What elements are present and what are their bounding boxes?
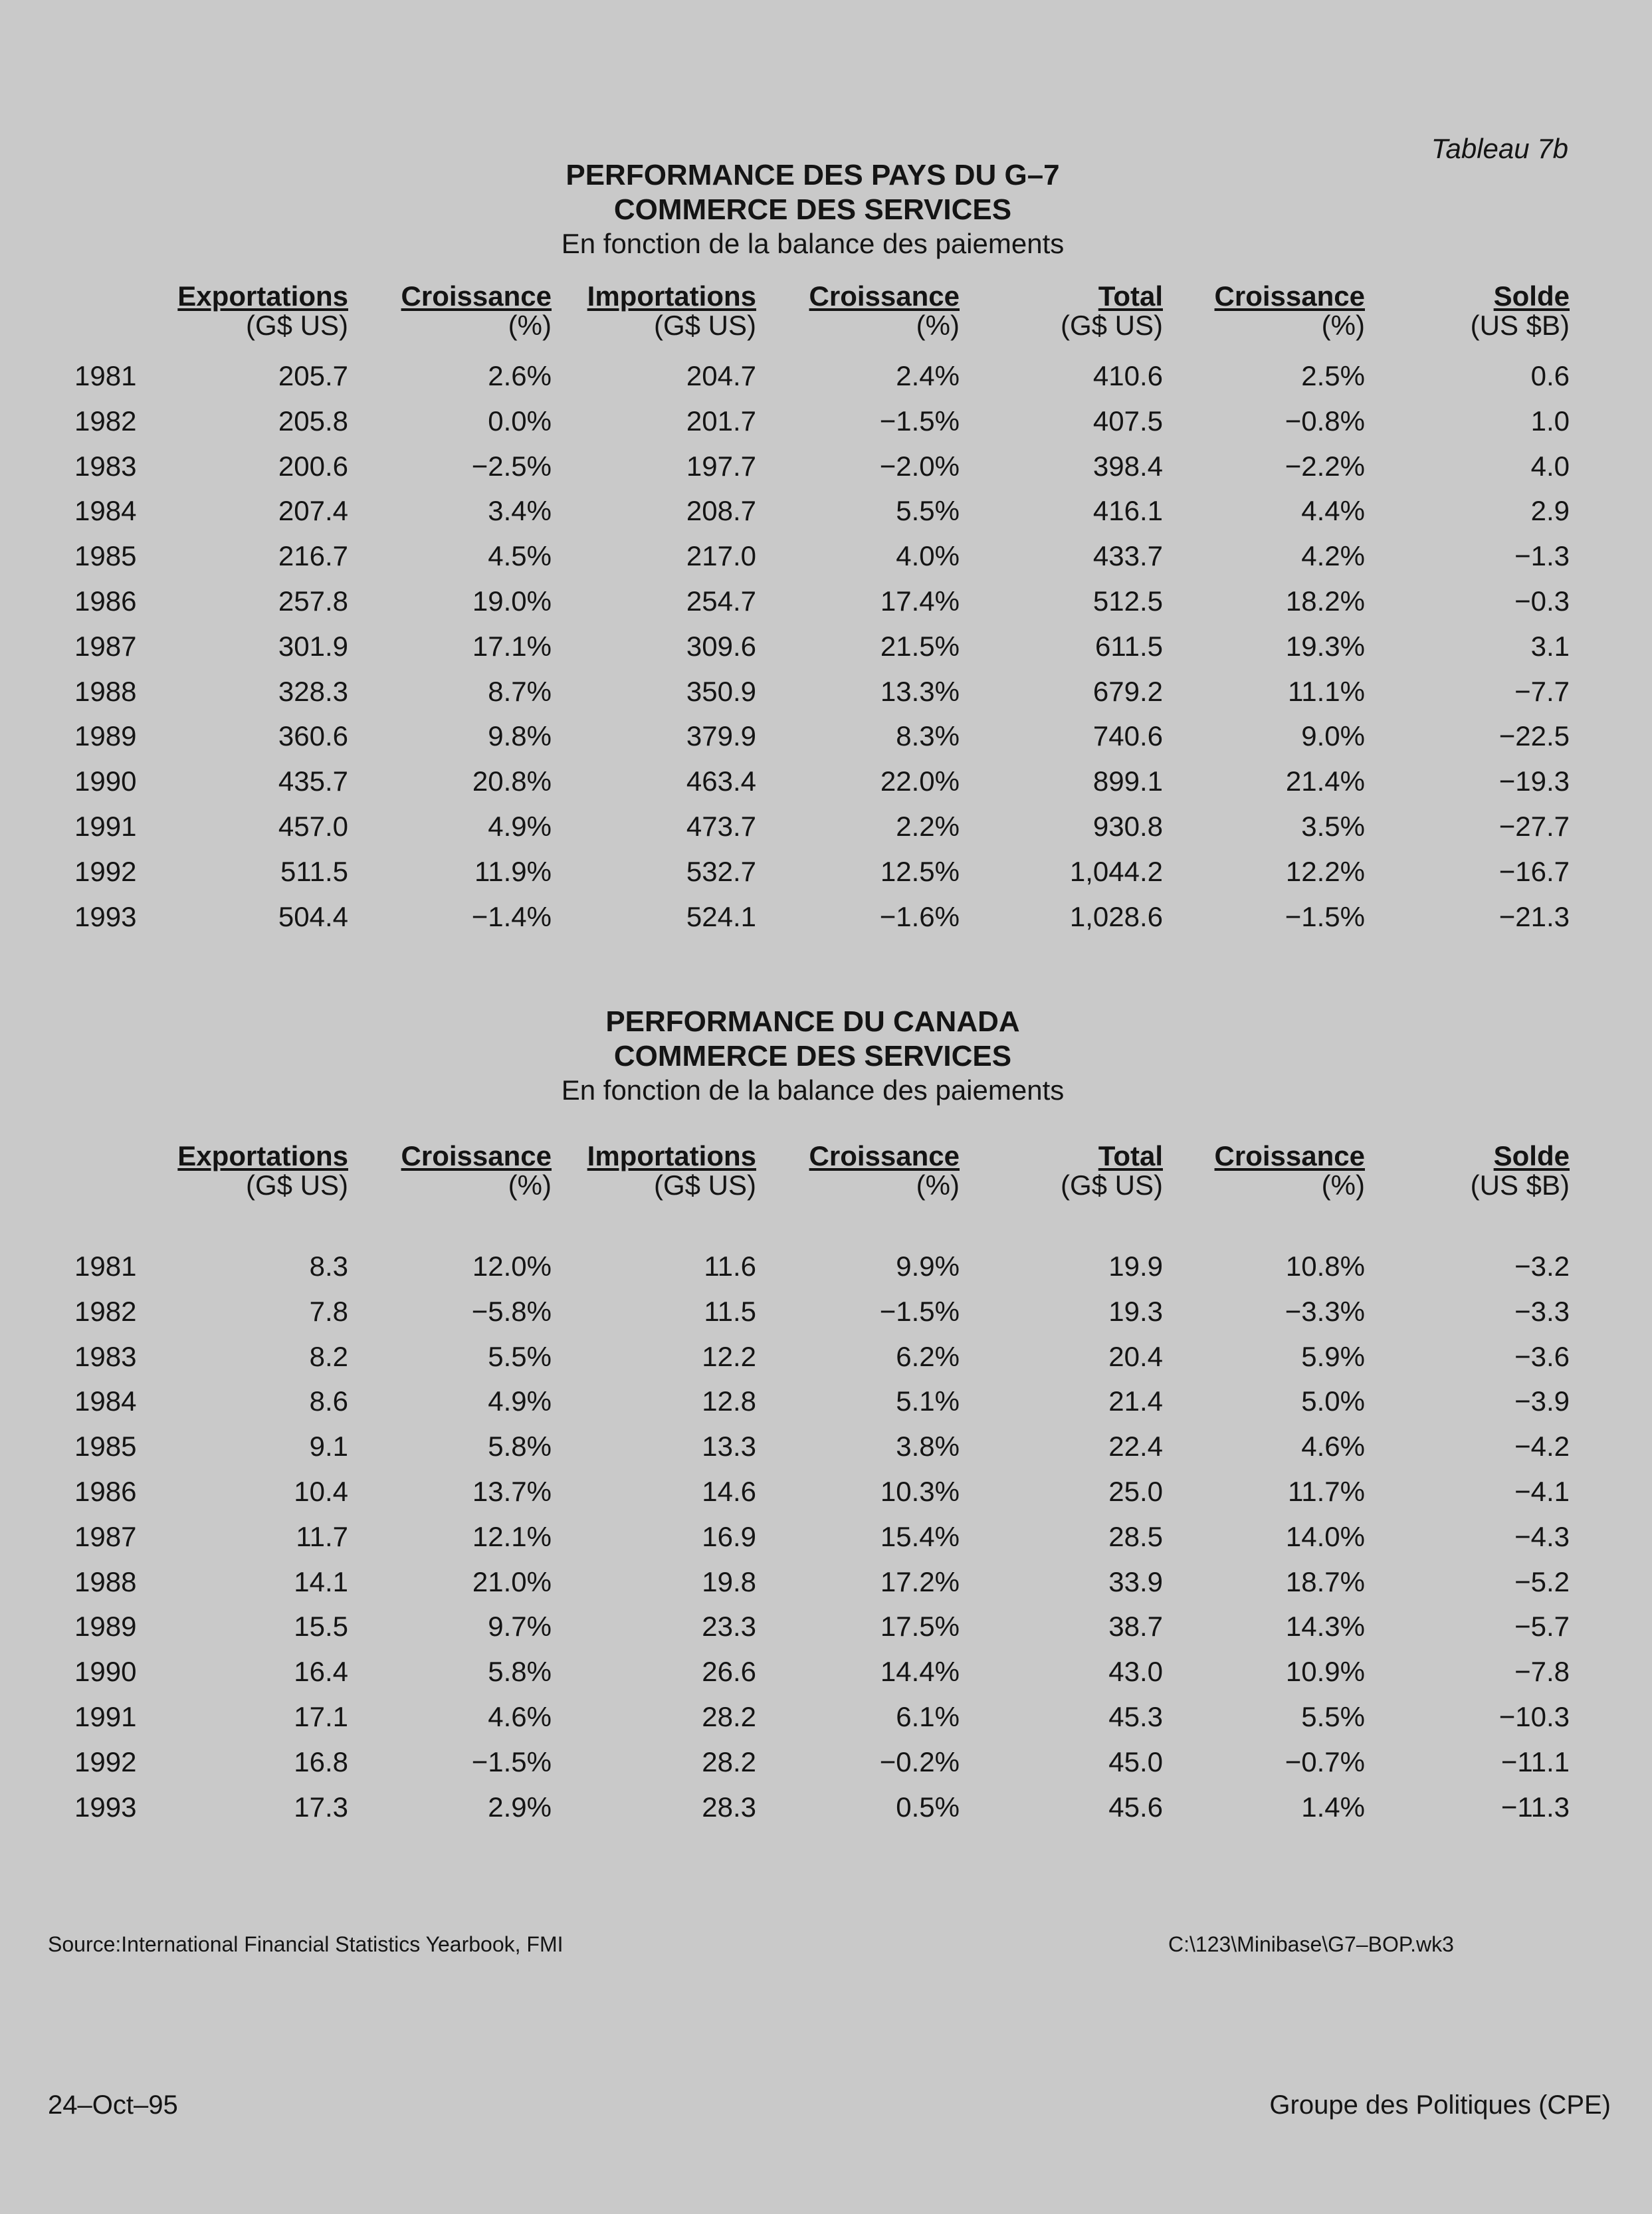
table-cell: 14.6 (702, 1476, 756, 1507)
table-cell: 45.0 (1108, 1746, 1163, 1777)
table-cell: 473.7 (686, 811, 756, 842)
table-cell: 21.4 (1108, 1385, 1163, 1417)
table-cell: 6.1% (896, 1701, 960, 1732)
table-row (0, 405, 1652, 445)
table-cell: 8.3% (896, 720, 960, 752)
table-cell: 611.5 (1095, 630, 1163, 662)
table-cell: 5.5% (896, 495, 960, 527)
table-cell: 4.0% (896, 540, 960, 572)
column-header-unit: (%) (508, 310, 552, 341)
table-cell: −22.5 (1498, 720, 1570, 752)
column-header-name: Solde (1493, 1140, 1570, 1171)
table-cell: 20.8% (472, 765, 552, 797)
table-cell: 416.1 (1092, 495, 1163, 527)
table-cell: 9.8% (488, 720, 552, 752)
table-cell: −1.5% (879, 405, 960, 437)
row-year: 1990 (74, 765, 137, 797)
table-row (0, 856, 1652, 896)
table-cell: 4.9% (488, 1385, 552, 1417)
table-cell: 4.6% (1301, 1431, 1365, 1462)
row-year: 1984 (74, 495, 137, 527)
table-cell: 19.3% (1285, 630, 1365, 662)
table-cell: 0.5% (896, 1791, 960, 1823)
column-header (587, 282, 756, 340)
table-cell: −5.7 (1514, 1611, 1570, 1643)
table-cell: −1.5% (879, 1295, 960, 1327)
table-cell: 3.5% (1301, 811, 1365, 842)
table-row (0, 1791, 1652, 1831)
table-cell: 19.8 (702, 1565, 756, 1597)
row-year: 1981 (74, 1251, 137, 1282)
table-cell: −4.1 (1514, 1476, 1570, 1507)
table-cell: 0.6 (1530, 360, 1570, 391)
table-cell: 9.9% (896, 1251, 960, 1282)
row-year: 1992 (74, 1746, 137, 1777)
column-header-unit: (US $B) (1470, 1169, 1570, 1201)
table-cell: 532.7 (686, 855, 756, 887)
row-year: 1986 (74, 1476, 137, 1507)
table-cell: 204.7 (686, 360, 756, 391)
column-header-unit: (G$ US) (245, 310, 348, 341)
row-year: 1984 (74, 1385, 137, 1417)
table-cell: 254.7 (686, 585, 756, 617)
table-cell: 309.6 (686, 630, 756, 662)
table-cell: 1,028.6 (1069, 900, 1163, 932)
table-row (0, 811, 1652, 851)
row-year: 1987 (74, 1520, 137, 1552)
column-header-unit: (G$ US) (653, 1169, 756, 1201)
table-cell: 11.5 (704, 1295, 756, 1327)
column-header (1215, 1142, 1365, 1200)
table-cell: −10.3 (1498, 1701, 1570, 1732)
table-cell: 5.9% (1301, 1340, 1365, 1372)
table-cell: −1.4% (471, 900, 552, 932)
table-cell: 9.7% (488, 1611, 552, 1643)
column-header-unit: (%) (916, 1169, 960, 1201)
canada-title-block (0, 1005, 1639, 1107)
table-cell: −11.1 (1500, 1746, 1570, 1777)
table-cell: 4.9% (488, 811, 552, 842)
table-cell: 45.3 (1108, 1701, 1163, 1732)
table-cell: 17.5% (880, 1611, 960, 1643)
table-cell: 3.1 (1530, 630, 1570, 662)
column-header-name: Croissance (401, 1140, 552, 1171)
table-cell: 13.3 (702, 1431, 756, 1462)
column-header-unit: (G$ US) (1060, 1169, 1163, 1201)
g7-subtitle: En fonction de la balance des paiements (561, 228, 1065, 259)
table-cell: −2.2% (1285, 450, 1365, 482)
row-year: 1989 (74, 720, 137, 752)
source-note: Source:International Financial Statistics Yearbook, FMI (48, 1932, 564, 1956)
table-number-label: Tableau 7b (1431, 133, 1568, 164)
column-header (401, 282, 552, 340)
table-cell: 5.5% (488, 1340, 552, 1372)
table-cell: 10.8% (1285, 1251, 1365, 1282)
column-header-name: Importations (587, 280, 756, 312)
table-cell: 13.7% (472, 1476, 552, 1507)
table-cell: 197.7 (686, 450, 756, 482)
table-cell: 21.4% (1285, 765, 1365, 797)
column-header (1471, 1142, 1570, 1200)
table-cell: 26.6 (702, 1656, 756, 1688)
column-header (177, 282, 348, 340)
table-cell: 257.8 (278, 585, 348, 617)
column-header-unit: (%) (1321, 310, 1365, 341)
table-cell: 435.7 (278, 765, 348, 797)
table-cell: 208.7 (686, 495, 756, 527)
table-cell: 899.1 (1092, 765, 1163, 797)
table-cell: 512.5 (1092, 585, 1163, 617)
table-cell: 200.6 (278, 450, 348, 482)
date-stamp: 24–Oct–95 (48, 2090, 178, 2120)
table-cell: −0.3 (1514, 585, 1570, 617)
row-year: 1991 (74, 1701, 137, 1732)
row-year: 1993 (74, 1791, 137, 1823)
table-cell: 38.7 (1108, 1611, 1163, 1643)
table-cell: 2.9 (1530, 495, 1570, 527)
table-cell: 17.1 (294, 1701, 348, 1732)
table-cell: 407.5 (1092, 405, 1163, 437)
column-header-name: Croissance (401, 280, 552, 312)
column-header-name: Croissance (1214, 1140, 1365, 1171)
table-cell: 5.1% (896, 1385, 960, 1417)
table-cell: 2.6% (488, 360, 552, 391)
table-row (0, 1251, 1652, 1290)
column-header-unit: (G$ US) (653, 310, 756, 341)
table-cell: 13.3% (880, 675, 960, 707)
table-cell: −3.3% (1285, 1295, 1365, 1327)
table-cell: 16.8 (294, 1746, 348, 1777)
table-cell: 3.8% (896, 1431, 960, 1462)
canada-title-2: COMMERCE DES SERVICES (613, 1040, 1012, 1072)
table-cell: 21.0% (472, 1565, 552, 1597)
group-name: Groupe des Politiques (CPE) (1269, 2090, 1611, 2120)
table-cell: 19.9 (1108, 1251, 1163, 1282)
table-cell: −1.5% (471, 1746, 552, 1777)
table-cell: 14.3% (1285, 1611, 1365, 1643)
table-cell: 10.9% (1285, 1656, 1365, 1688)
table-cell: 11.1% (1288, 675, 1365, 707)
column-header-name: Exportations (177, 1140, 348, 1171)
row-year: 1983 (74, 1340, 137, 1372)
table-cell: 17.3 (294, 1791, 348, 1823)
table-cell: 524.1 (686, 900, 756, 932)
row-year: 1987 (74, 630, 137, 662)
column-header (587, 1142, 756, 1200)
table-cell: 205.8 (278, 405, 348, 437)
row-year: 1983 (74, 450, 137, 482)
row-year: 1982 (74, 405, 137, 437)
g7-title-block (0, 158, 1639, 260)
table-cell: −27.7 (1498, 811, 1570, 842)
table-cell: −3.9 (1514, 1385, 1570, 1417)
table-cell: 12.2% (1285, 855, 1365, 887)
column-header (809, 1142, 960, 1200)
table-cell: 19.0% (472, 585, 552, 617)
table-row (0, 765, 1652, 805)
table-row (0, 1701, 1652, 1741)
table-cell: 504.4 (278, 900, 348, 932)
table-cell: 12.0% (472, 1251, 552, 1282)
table-cell: 28.2 (702, 1746, 756, 1777)
table-cell: 463.4 (686, 765, 756, 797)
table-cell: 15.5 (294, 1611, 348, 1643)
table-cell: 22.0% (880, 765, 960, 797)
file-path: C:\123\Minibase\G7–BOP.wk3 (1168, 1932, 1454, 1956)
table-cell: 4.6% (488, 1701, 552, 1732)
table-cell: 28.2 (702, 1701, 756, 1732)
table-cell: −4.3 (1514, 1520, 1570, 1552)
table-row (0, 1476, 1652, 1516)
table-cell: −1.5% (1285, 900, 1365, 932)
table-cell: 9.0% (1301, 720, 1365, 752)
table-cell: 14.4% (880, 1656, 960, 1688)
column-header-unit: (US $B) (1470, 310, 1570, 341)
table-cell: −0.7% (1285, 1746, 1365, 1777)
table-cell: 740.6 (1092, 720, 1163, 752)
column-header-unit: (%) (916, 310, 960, 341)
table-cell: 18.7% (1285, 1565, 1365, 1597)
column-header (1215, 282, 1365, 340)
table-row (0, 1611, 1652, 1651)
table-cell: −1.6% (879, 900, 960, 932)
table-cell: 8.7% (488, 675, 552, 707)
table-cell: 14.0% (1285, 1520, 1365, 1552)
table-cell: 2.9% (488, 1791, 552, 1823)
table-cell: 45.6 (1108, 1791, 1163, 1823)
table-cell: 328.3 (278, 675, 348, 707)
table-cell: 5.8% (488, 1431, 552, 1462)
table-cell: 25.0 (1108, 1476, 1163, 1507)
table-row (0, 1656, 1652, 1696)
table-row (0, 1296, 1652, 1336)
table-cell: 1.0 (1530, 405, 1570, 437)
table-row (0, 1746, 1652, 1786)
canada-subtitle: En fonction de la balance des paiements (561, 1074, 1065, 1106)
table-row (0, 495, 1652, 535)
table-cell: 11.7 (296, 1520, 348, 1552)
table-cell: 23.3 (702, 1611, 756, 1643)
column-header (1471, 282, 1570, 340)
table-cell: 28.5 (1108, 1520, 1163, 1552)
table-cell: 5.0% (1301, 1385, 1365, 1417)
table-cell: 1,044.2 (1069, 855, 1163, 887)
g7-title: PERFORMANCE DES PAYS DU G–7 (566, 159, 1060, 191)
row-year: 1991 (74, 811, 137, 842)
table-row (0, 720, 1652, 760)
table-cell: −7.8 (1514, 1656, 1570, 1688)
table-cell: 4.2% (1301, 540, 1365, 572)
column-header (177, 1142, 348, 1200)
table-cell: 17.4% (880, 585, 960, 617)
row-year: 1990 (74, 1656, 137, 1688)
column-header (1061, 282, 1163, 340)
table-cell: −16.7 (1498, 855, 1570, 887)
table-cell: 301.9 (278, 630, 348, 662)
table-cell: −0.8% (1285, 405, 1365, 437)
table-cell: 18.2% (1285, 585, 1365, 617)
table-cell: 1.4% (1301, 1791, 1365, 1823)
table-cell: 511.5 (280, 855, 348, 887)
table-cell: 360.6 (278, 720, 348, 752)
column-header (1061, 1142, 1163, 1200)
table-cell: 201.7 (686, 405, 756, 437)
table-cell: 8.6 (309, 1385, 348, 1417)
row-year: 1988 (74, 675, 137, 707)
table-cell: 17.2% (880, 1565, 960, 1597)
table-cell: 217.0 (686, 540, 756, 572)
table-cell: 410.6 (1092, 360, 1163, 391)
column-header-unit: (%) (1321, 1169, 1365, 1201)
table-row (0, 1431, 1652, 1470)
table-cell: −3.2 (1514, 1251, 1570, 1282)
table-row (0, 540, 1652, 580)
table-row (0, 1385, 1652, 1425)
table-cell: 9.1 (309, 1431, 348, 1462)
table-cell: 33.9 (1108, 1565, 1163, 1597)
table-cell: −0.2% (879, 1746, 960, 1777)
table-cell: −3.6 (1514, 1340, 1570, 1372)
table-cell: −3.3 (1514, 1295, 1570, 1327)
table-row (0, 1566, 1652, 1606)
column-header (809, 282, 960, 340)
table-cell: 350.9 (686, 675, 756, 707)
table-cell: 5.8% (488, 1656, 552, 1688)
table-cell: 379.9 (686, 720, 756, 752)
column-header-name: Solde (1493, 280, 1570, 312)
table-cell: 4.4% (1301, 495, 1365, 527)
table-cell: 28.3 (702, 1791, 756, 1823)
table-row (0, 1341, 1652, 1381)
column-header-name: Croissance (1214, 280, 1365, 312)
table-cell: 6.2% (896, 1340, 960, 1372)
column-header (401, 1142, 552, 1200)
table-cell: 16.4 (294, 1656, 348, 1688)
table-cell: 21.5% (880, 630, 960, 662)
column-header-name: Croissance (809, 1140, 960, 1171)
table-cell: 16.9 (702, 1520, 756, 1552)
table-cell: 22.4 (1108, 1431, 1163, 1462)
table-cell: 43.0 (1108, 1656, 1163, 1688)
table-cell: 17.1% (472, 630, 552, 662)
table-cell: −19.3 (1498, 765, 1570, 797)
row-year: 1986 (74, 585, 137, 617)
table-cell: 20.4 (1108, 1340, 1163, 1372)
column-header-name: Exportations (177, 280, 348, 312)
row-year: 1985 (74, 1431, 137, 1462)
table-cell: 4.0 (1530, 450, 1570, 482)
row-year: 1989 (74, 1611, 137, 1643)
column-header-unit: (G$ US) (1060, 310, 1163, 341)
table-row (0, 901, 1652, 941)
table-cell: 15.4% (880, 1520, 960, 1552)
table-cell: 10.3% (880, 1476, 960, 1507)
column-header-unit: (%) (508, 1169, 552, 1201)
row-year: 1993 (74, 900, 137, 932)
table-cell: 11.9% (474, 855, 552, 887)
table-cell: 19.3 (1108, 1295, 1163, 1327)
column-header-name: Total (1098, 1140, 1163, 1171)
table-cell: 14.1 (294, 1565, 348, 1597)
table-cell: 8.3 (309, 1251, 348, 1282)
table-row (0, 585, 1652, 625)
table-cell: 2.4% (896, 360, 960, 391)
table-cell: −1.3 (1514, 540, 1570, 572)
table-row (0, 676, 1652, 716)
table-cell: −5.2 (1514, 1565, 1570, 1597)
table-cell: −5.8% (471, 1295, 552, 1327)
g7-title-2: COMMERCE DES SERVICES (613, 193, 1012, 226)
table-cell: 12.8 (702, 1385, 756, 1417)
table-cell: −2.5% (471, 450, 552, 482)
column-header-name: Importations (587, 1140, 756, 1171)
table-row (0, 631, 1652, 670)
table-cell: 433.7 (1092, 540, 1163, 572)
table-cell: −11.3 (1500, 1791, 1570, 1823)
table-cell: −4.2 (1514, 1431, 1570, 1462)
table-cell: 679.2 (1092, 675, 1163, 707)
table-cell: 207.4 (278, 495, 348, 527)
table-cell: 457.0 (278, 811, 348, 842)
table-cell: 2.2% (896, 811, 960, 842)
table-cell: 5.5% (1301, 1701, 1365, 1732)
table-cell: 4.5% (488, 540, 552, 572)
row-year: 1982 (74, 1295, 137, 1327)
row-year: 1981 (74, 360, 137, 391)
table-cell: 11.6 (704, 1251, 756, 1282)
table-cell: 11.7% (1288, 1476, 1365, 1507)
row-year: 1992 (74, 855, 137, 887)
table-cell: 216.7 (278, 540, 348, 572)
table-row (0, 1521, 1652, 1561)
table-cell: 398.4 (1092, 450, 1163, 482)
canada-title: PERFORMANCE DU CANADA (605, 1005, 1020, 1038)
table-cell: 930.8 (1092, 811, 1163, 842)
table-cell: −2.0% (879, 450, 960, 482)
table-cell: 2.5% (1301, 360, 1365, 391)
table-cell: 10.4 (294, 1476, 348, 1507)
table-cell: 12.2 (702, 1340, 756, 1372)
table-cell: 12.5% (880, 855, 960, 887)
table-cell: 7.8 (309, 1295, 348, 1327)
column-header-name: Croissance (809, 280, 960, 312)
column-header-name: Total (1098, 280, 1163, 312)
table-cell: −7.7 (1514, 675, 1570, 707)
table-cell: 205.7 (278, 360, 348, 391)
table-cell: 8.2 (309, 1340, 348, 1372)
table-row (0, 360, 1652, 400)
table-cell: 12.1% (472, 1520, 552, 1552)
table-row (0, 451, 1652, 490)
table-cell: 3.4% (488, 495, 552, 527)
table-cell: −21.3 (1498, 900, 1570, 932)
column-header-unit: (G$ US) (245, 1169, 348, 1201)
table-cell: 0.0% (488, 405, 552, 437)
row-year: 1988 (74, 1565, 137, 1597)
row-year: 1985 (74, 540, 137, 572)
